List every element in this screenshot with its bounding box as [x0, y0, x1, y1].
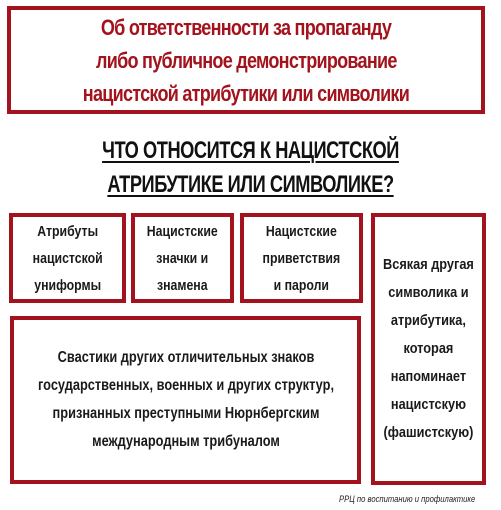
category-other-line-4: которая — [403, 340, 454, 357]
category-other — [371, 213, 486, 485]
category-uniform — [9, 213, 126, 303]
title-banner — [7, 6, 485, 114]
category-greetings-line-3: и пароли — [273, 276, 330, 294]
category-greetings-line-1: Нацистские — [266, 222, 337, 240]
category-other-line-2: символика и — [388, 284, 469, 301]
category-uniform-line-2: нацистской — [32, 249, 103, 267]
category-badges — [131, 213, 234, 303]
category-other-text — [383, 251, 474, 447]
title-line-3: нацистской атрибутики или символики — [82, 80, 410, 106]
category-swastikas-text — [38, 344, 334, 456]
category-swastikas-line-2: государственных, военных и других структур, — [37, 377, 334, 394]
category-uniform-line-3: униформы — [34, 276, 101, 294]
category-badges-line-1: Нацистские — [147, 222, 218, 240]
category-greetings-text — [263, 218, 341, 299]
category-swastikas-line-4: международным трибуналом — [91, 433, 280, 450]
category-badges-line-3: знамена — [157, 276, 208, 294]
category-greetings — [240, 213, 363, 303]
category-swastikas — [10, 316, 361, 484]
title-line-2: либо публичное демонстрирование — [95, 47, 397, 73]
category-other-line-5: напоминает — [390, 368, 467, 385]
question-line-1: ЧТО ОТНОСИТСЯ К НАЦИСТСКОЙ — [102, 137, 399, 164]
category-other-line-3: атрибутика, — [390, 312, 467, 329]
category-other-line-1: Всякая другая — [383, 256, 474, 273]
category-other-line-6: нацистскую — [390, 396, 467, 413]
category-uniform-line-1: Атрибуты — [37, 222, 98, 240]
category-swastikas-line-1: Свастики других отличительных знаков — [57, 349, 314, 366]
category-greetings-line-2: приветствия — [262, 249, 341, 267]
category-uniform-text — [32, 218, 102, 299]
question-line-2: АТРИБУТИКЕ ИЛИ СИМВОЛИКЕ? — [107, 171, 394, 198]
title-line-1: Об ответственности за пропаганду — [100, 14, 392, 40]
category-other-line-7: (фашистскую) — [383, 424, 474, 441]
footer-credit: РРЦ по воспитанию и профилактике — [338, 494, 475, 504]
category-badges-line-2: значки и — [156, 249, 209, 267]
category-badges-text — [147, 218, 218, 299]
question-heading — [0, 134, 501, 202]
category-swastikas-line-3: признанных преступными Нюрнбергским — [52, 405, 319, 422]
